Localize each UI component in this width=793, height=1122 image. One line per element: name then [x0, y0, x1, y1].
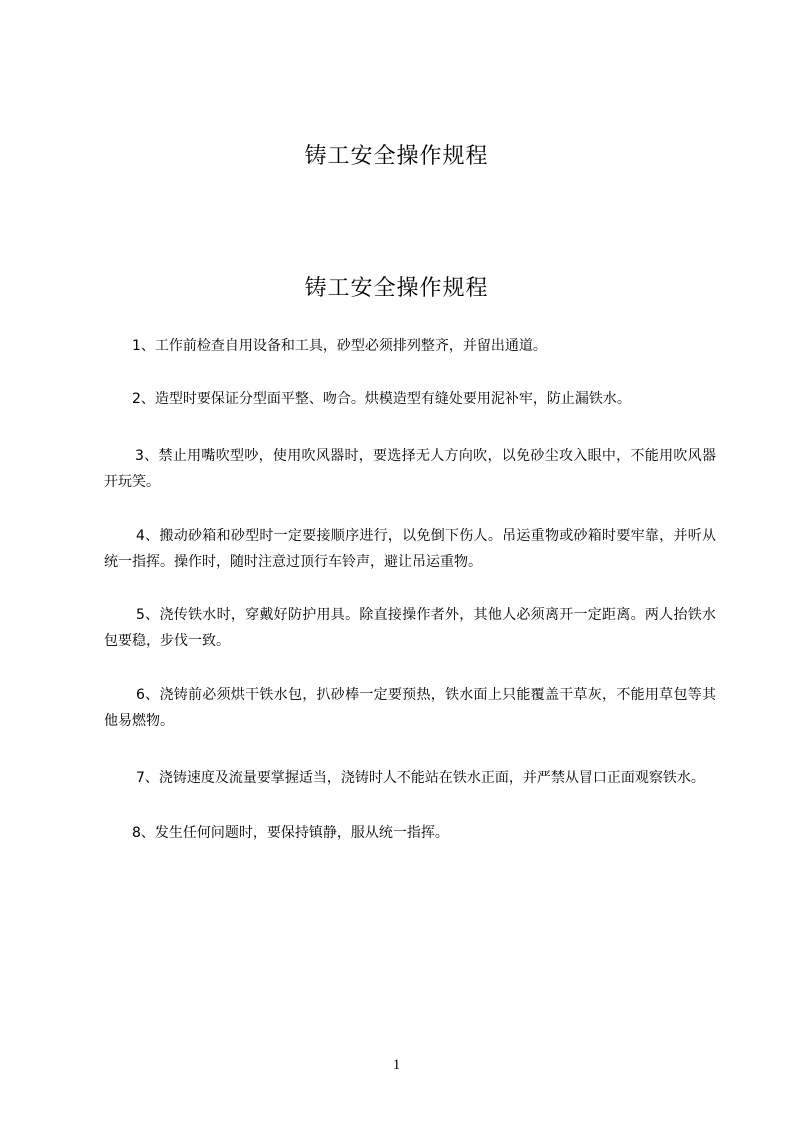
rule-item-4: 4、搬动砂箱和砂型时一定要接顺序进行，以免倒下伤人。吊运重物或砂箱时要牢靠，并听从统一指挥。操作时，随时注意过顶行车铃声，避让吊运重物。 — [104, 528, 716, 570]
rule-item-6: 6、浇铸前必须烘干铁水包，扒砂棒一定要预热，铁水面上只能覆盖干草灰，不能用草包等其他易燃物。 — [104, 687, 716, 729]
page-number: 1 — [392, 1057, 401, 1073]
rule-item-7: 7、浇铸速度及流量要掌握适当，浇铸时人不能站在铁水正面，并严禁从冒口正面观察铁水。 — [136, 770, 705, 786]
rule-item-2: 2、造型时要保证分型面平整、吻合。烘模造型有缝处要用泥补牢，防止漏铁水。 — [132, 391, 631, 407]
safety-rules-list — [104, 333, 716, 846]
rule-item-3: 3、禁止用嘴吹型吵，使用吹风器时，要选择无人方向吹，以免砂尘攻入眼中，不能用吹风器开玩笑。 — [104, 448, 716, 490]
header-title: 铸工安全操作规程 — [304, 144, 489, 169]
rule-item-8: 8、发生任何问题时，要保持镇静，服从统一指挥。 — [132, 825, 449, 841]
rule-item-5: 5、浇传铁水时，穿戴好防护用具。除直接操作者外，其他人必须离开一定距离。两人抬铁水包要稳，步伐一致。 — [104, 607, 716, 649]
page-title: 铸工安全操作规程 — [304, 276, 489, 301]
rule-item-1: 1、工作前检查自用设备和工具，砂型必须排列整齐，并留出通道。 — [132, 338, 547, 354]
